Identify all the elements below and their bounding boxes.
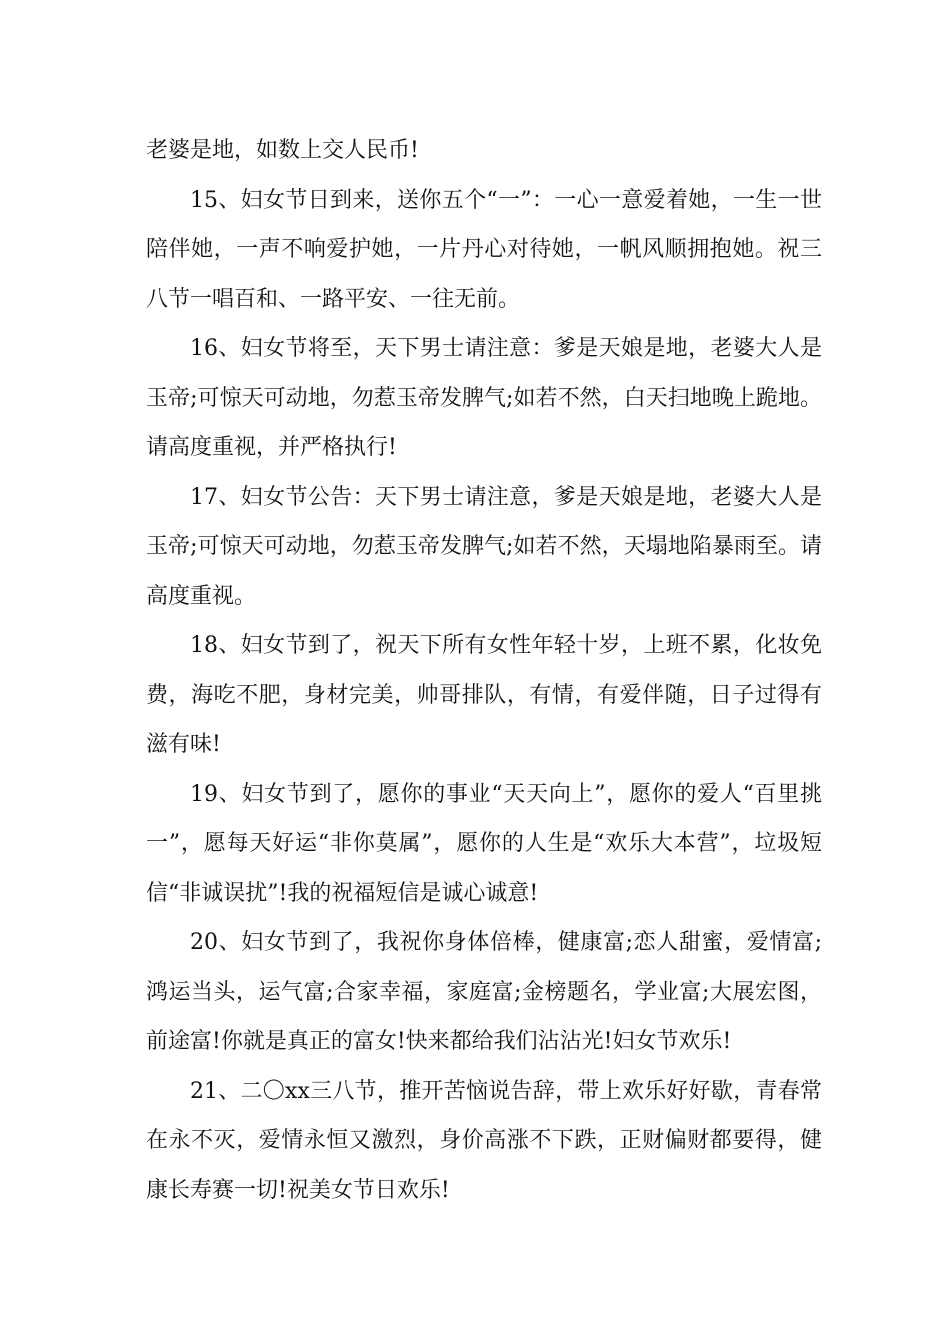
document-body [146,126,822,1215]
paragraph-17: 17、妇女节公告：天下男士请注意，爹是天娘是地，老婆大人是玉帝;可惊天可动地，勿惹玉帝发脾气;如若不然，天塌地陷暴雨至。请高度重视。 [146,484,822,609]
paragraph-21: 21、二〇xx三八节，推开苦恼说告辞，带上欢乐好好歇，青春常在永不灭，爱情永恒又激烈，身价高涨不下跌，正财偏财都要得，健康长寿赛一切!祝美女节日欢乐! [146,1078,822,1203]
paragraph-14-continuation: 老婆是地，如数上交人民币! [146,138,419,163]
paragraph-19: 19、妇女节到了，愿你的事业“天天向上”，愿你的爱人“百里挑一”，愿每天好运“非你莫属”，愿你的人生是“欢乐大本营”，垃圾短信“非诚误扰”!我的祝福短信是诚心诚意! [146,781,822,906]
paragraph-15: 15、妇女节日到来，送你五个“一”：一心一意爱着她，一生一世陪伴她，一声不响爱护她，一片丹心对待她，一帆风顺拥抱她。祝三八节一唱百和、一路平安、一往无前。 [146,187,822,312]
paragraph-20: 20、妇女节到了，我祝你身体倍棒，健康富;恋人甜蜜，爱情富;鸿运当头，运气富;合家幸福，家庭富;金榜题名，学业富;大展宏图，前途富!你就是真正的富女!快来都给我们沾沾光!妇女节欢乐! [146,930,822,1054]
paragraph-16: 16、妇女节将至，天下男士请注意：爹是天娘是地，老婆大人是玉帝;可惊天可动地，勿惹玉帝发脾气;如若不然，白天扫地晚上跪地。请高度重视，并严格执行! [146,336,822,460]
paragraph-18: 18、妇女节到了，祝天下所有女性年轻十岁，上班不累，化妆免费，海吃不肥，身材完美，帅哥排队，有情，有爱伴随，日子过得有滋有味! [146,633,822,757]
